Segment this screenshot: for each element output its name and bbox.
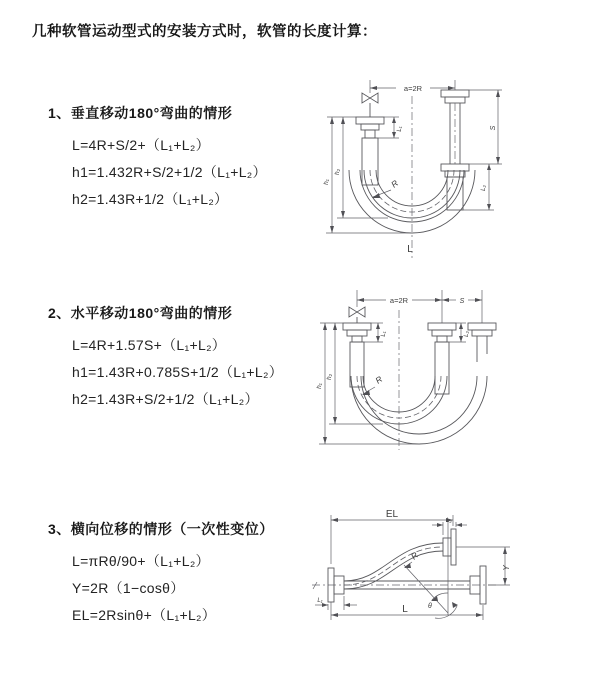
dim-el [331,509,453,564]
dim-label-l2: L₂ [464,331,470,337]
dim-l1 [364,323,387,342]
dim-h1 [316,323,420,444]
dim-s [442,298,482,305]
dim-label-a2r: a=2R [403,84,423,93]
right-pipe-moved [468,290,496,362]
dim-label-y: Y [502,565,511,571]
dim-label-h1: h₁ [316,383,323,389]
left-pipe [356,80,384,185]
dim-label-r: R [389,177,401,190]
radius-callout [362,374,384,395]
section-2-heading: 2、水平移动180°弯曲的情形 [48,305,233,321]
dim-label-r: R [373,373,385,386]
braided-hose-section [435,342,449,394]
dim-label-s: S [490,125,497,131]
formula-2-h1: h1=1.43R+0.785S+1/2（L₁+L₂） [72,364,283,380]
diagram-vertical-180-bend [310,70,600,270]
valve-icon [362,93,378,103]
section-3-heading: 3、横向位移的情形（一次性变位） [48,521,274,537]
formula-1-h2: h2=1.43R+1/2（L₁+L₂） [72,191,229,207]
formula-3-y: Y=2R（1−cosθ） [72,580,185,596]
diagram-horizontal-180-bend [308,282,600,467]
dim-a2r [370,84,455,93]
angle-construction [404,522,458,618]
diagram-lateral-displacement [300,502,600,662]
dim-a2r [357,296,442,305]
radius-callout [404,550,420,568]
formula-2-h2: h2=1.43R+S/2+1/2（L₁+L₂） [72,391,259,407]
formula-1-l: L=4R+S/2+（L₁+L₂） [72,137,210,153]
page-title: 几种软管运动型式的安装方式时，软管的长度计算： [32,24,377,40]
dim-label-l1: L₁ [381,331,387,337]
dim-label-l1: L₁ [397,126,403,132]
dim-h2 [326,323,383,424]
dim-label-s: S [459,298,465,305]
section-3 [48,519,274,629]
dim-label-a2r: a=2R [389,296,409,305]
hose-bend-position-1 [351,373,447,424]
dim-label-h2: h₂ [334,168,341,176]
formula-2-l: L=4R+1.57S+（L₁+L₂） [72,337,227,353]
dim-s [469,90,502,164]
dim-l1 [315,596,357,610]
dim-label-l1: L₁ [317,598,323,604]
left-pipe [343,290,371,387]
dim-label-l: L [407,244,413,255]
dim-label-h1: h₁ [323,179,330,185]
section-1 [48,103,267,213]
braided-hose-section [447,177,463,210]
section-2 [48,303,283,413]
valve-icon [349,307,365,317]
dim-label-l: L [402,604,408,615]
dim-label-el: EL [385,509,399,520]
dim-l1 [378,117,403,138]
dim-label-r: R [408,549,420,562]
formula-1-h1: h1=1.432R+S/2+1/2（L₁+L₂） [72,164,267,180]
section-1-heading: 1、垂直移动180°弯曲的情形 [48,105,233,121]
dim-label-l2: L₂ [446,518,452,524]
dim-label-h2: h₂ [326,373,333,381]
displaced-hose [344,529,456,589]
formula-3-el: EL=2Rsinθ+（L₁+L₂） [72,607,217,623]
hose-bend-position-2 [351,373,487,444]
dim-label-l2: L₂ [481,185,487,191]
right-pipe [441,80,469,210]
dim-label-theta: θ [428,603,432,610]
dim-h2 [334,117,388,218]
dim-l2 [432,518,467,535]
centerline-tick [313,582,317,589]
formula-3-l: L=πRθ/90+（L₁+L₂） [72,553,210,569]
